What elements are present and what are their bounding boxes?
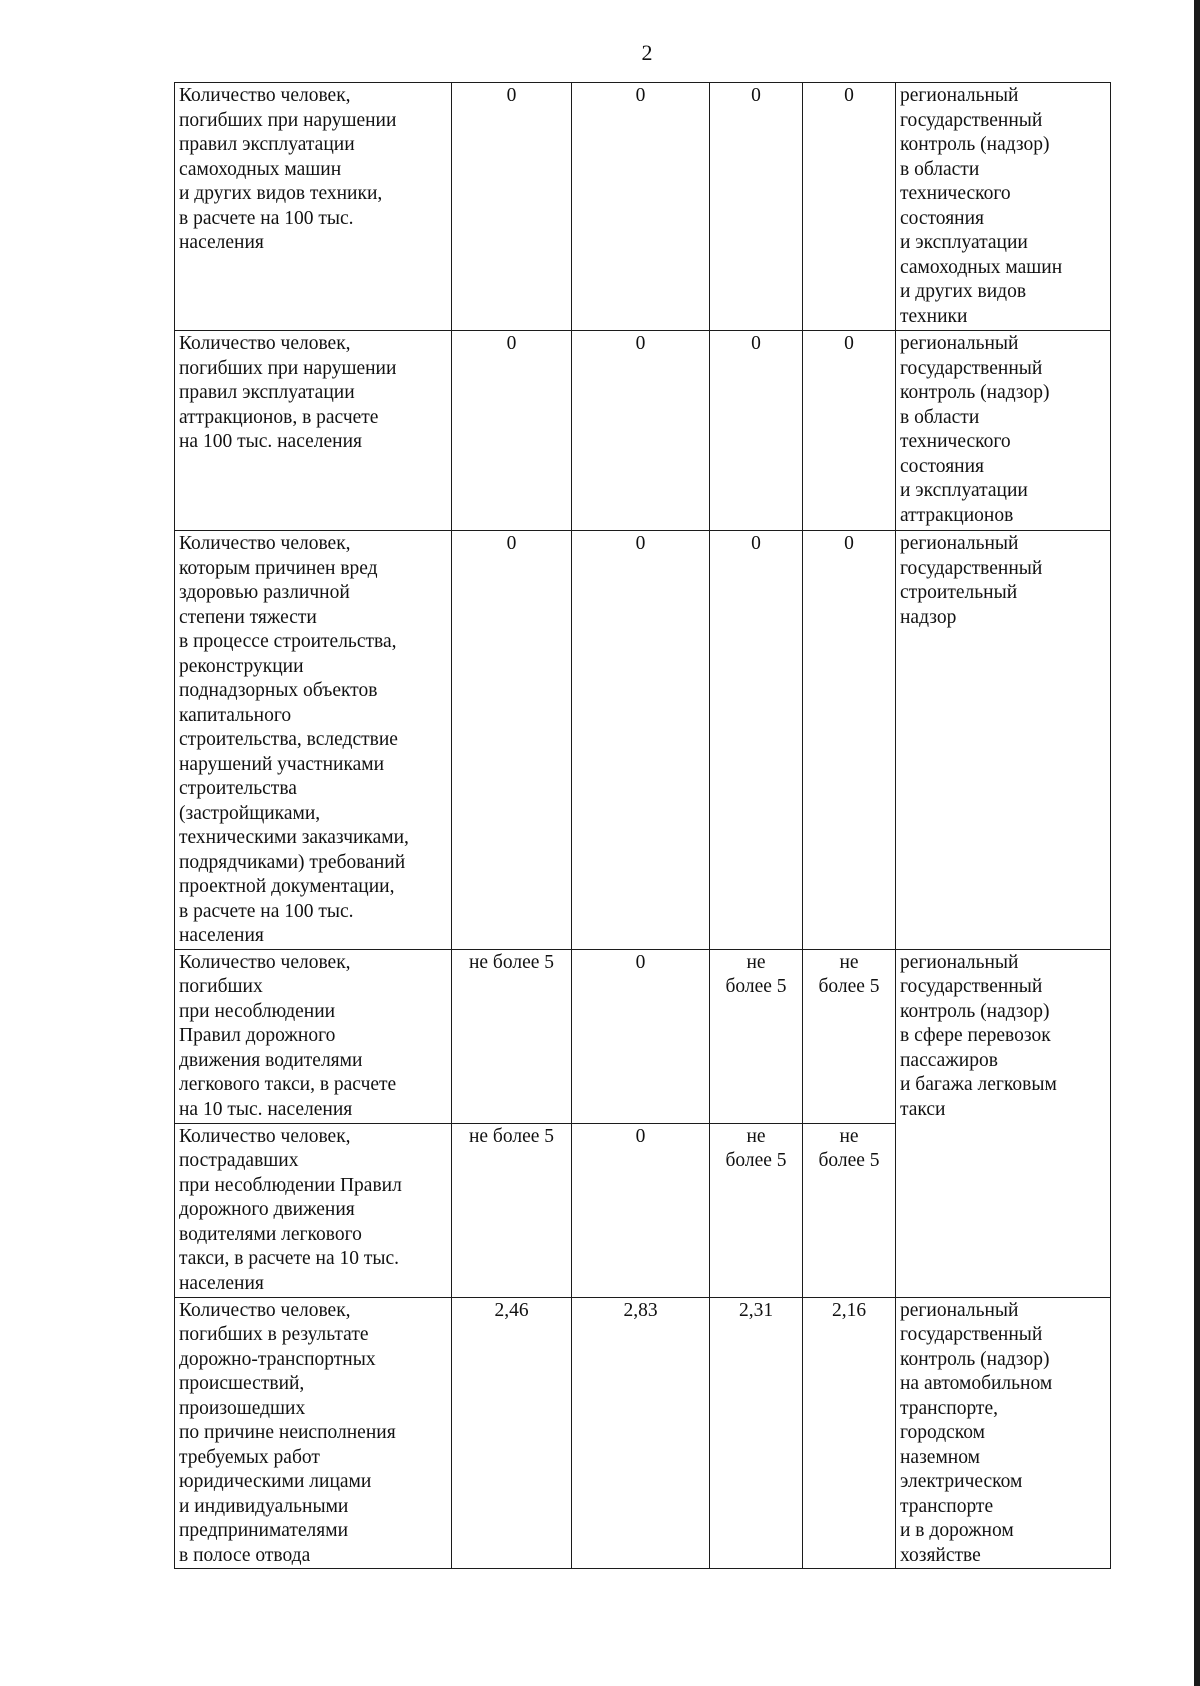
indicator-cell: Количество человек, пострадавших при несоблюдении Правил дорожного движения водителями легкового такси, в расчете на 10 тыс. населения [175,1123,452,1297]
table-row [175,1297,1111,1569]
supervision-body-cell: региональный государственный контроль (надзор) в области технического состояния и эксплуатации аттракционов [896,331,1111,531]
value-cell: не более 5 [452,1123,572,1297]
value-cell: не более 5 [803,949,896,1123]
value-cell: 0 [803,531,896,950]
value-cell: 0 [710,83,803,331]
value-cell: 0 [710,531,803,950]
value-cell: 2,83 [572,1297,710,1569]
value-cell: 0 [803,83,896,331]
table-row [175,331,1111,531]
value-cell: не более 5 [710,1123,803,1297]
indicator-cell: Количество человек, погибших при нарушении правил эксплуатации самоходных машин и других видов техники, в расчете на 100 тыс. населения [175,83,452,331]
scan-edge-shadow [1194,0,1200,1686]
value-cell: не более 5 [710,949,803,1123]
value-cell: 2,46 [452,1297,572,1569]
value-cell: 0 [572,1123,710,1297]
value-cell: 0 [572,331,710,531]
value-cell: не более 5 [803,1123,896,1297]
page-number: 2 [641,40,653,65]
value-cell: 0 [572,83,710,331]
indicator-cell: Количество человек, погибших при нарушении правил эксплуатации аттракционов, в расчете на 100 тыс. населения [175,331,452,531]
value-cell: 0 [710,331,803,531]
value-cell: 0 [572,531,710,950]
value-cell: 0 [572,949,710,1123]
indicator-cell: Количество человек, которым причинен вред здоровью различной степени тяжести в процессе строительства, реконструкции поднадзорных объектов капитального строительства, вследствие нарушений участниками строительства (застройщиками, техническими заказчиками, подрядчиками) требований проектной документации, в расчете на 100 тыс. населения [175,531,452,950]
table-row [175,531,1111,950]
value-cell: 2,31 [710,1297,803,1569]
indicators-table [174,82,1111,1569]
value-cell: 0 [452,83,572,331]
supervision-body-cell: региональный государственный контроль (надзор) на автомобильном транспорте, городском наземном электрическом транспорте и в дорожном хозяйстве [896,1297,1111,1569]
value-cell: 0 [452,331,572,531]
value-cell: 2,16 [803,1297,896,1569]
table-row [175,83,1111,331]
supervision-body-cell: региональный государственный контроль (надзор) в области технического состояния и эксплуатации самоходных машин и других видов техники [896,83,1111,331]
indicator-cell: Количество человек, погибших в результате дорожно-транспортных происшествий, произошедших по причине неисполнения требуемых работ юридическими лицами и индивидуальными предпринимателями в полосе отвода [175,1297,452,1569]
value-cell: не более 5 [452,949,572,1123]
value-cell: 0 [452,531,572,950]
indicator-cell: Количество человек, погибших при несоблюдении Правил дорожного движения водителями легкового такси, в расчете на 10 тыс. населения [175,949,452,1123]
table-row [175,949,1111,1123]
value-cell: 0 [803,331,896,531]
supervision-body-cell: региональный государственный контроль (надзор) в сфере перевозок пассажиров и багажа легковым такси [896,949,1111,1297]
supervision-body-cell: региональный государственный строительный надзор [896,531,1111,950]
